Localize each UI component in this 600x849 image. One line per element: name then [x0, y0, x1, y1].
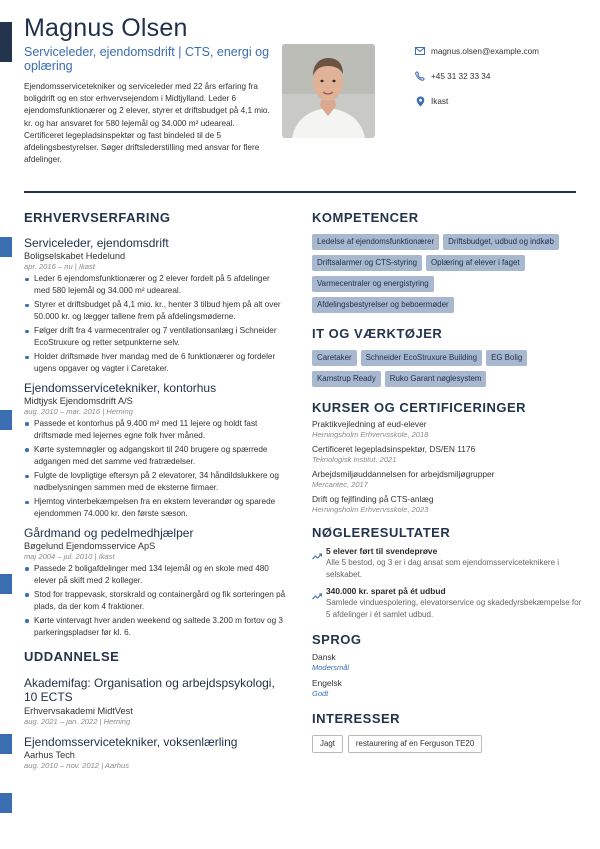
job-bullet: Hjemtog vinterbekæmpelsen fra en ekstern leverandør og sparede ejendommen 74.000 kr. den første sæson. [24, 496, 286, 520]
job-bullet: Passede 2 boligafdelinger med 134 lejemål og en skole med 480 elever på skift med 2 kolleger. [24, 563, 286, 587]
tools-tags [312, 350, 582, 392]
job-bullet: Kørte systemnøgler og adgangskort til 240 brugere og spærrede adgangen med det samme ved fratrædelser. [24, 444, 286, 468]
language-name: Dansk [312, 652, 336, 662]
course-name: Drift og fejlfinding på CTS-anlæg [312, 494, 434, 504]
achievement-item [312, 546, 582, 580]
job-dates-location: aug. 2010 – mar. 2016 | Herning [24, 406, 133, 416]
courses-heading: KURSER OG CERTIFICERINGER [312, 400, 527, 415]
location-pin-icon [413, 96, 427, 107]
phone-text: +45 31 32 33 34 [431, 71, 491, 81]
skill-tag: Afdelingsbestyrelser og beboermøder [312, 297, 454, 313]
mail-icon [413, 47, 427, 55]
education-school: Aarhus Tech [24, 750, 75, 761]
interest-tag: restaurering af en Ferguson TE20 [348, 735, 482, 753]
tool-tag: Caretaker [312, 350, 357, 366]
job-accent-bar [0, 410, 12, 430]
job-bullet: Kørte vintervagt hver anden weekend og saltede 3.200 m fortov og 3 parkeringspladser før kl. 6. [24, 615, 286, 639]
education-entry [24, 676, 286, 726]
profile-photo [282, 44, 375, 138]
skills-tags [312, 234, 582, 318]
courses-list [312, 419, 582, 515]
interests-heading: INTERESSER [312, 711, 401, 726]
achievement-title: 5 elever ført til svendeprøve [326, 546, 438, 556]
job-bullet: Leder 6 ejendomsfunktionærer og 2 elever fordelt på 5 afdelinger med 580 lejemål og 34.000 m² udeareal. [24, 273, 286, 297]
left-column [24, 210, 286, 770]
education-heading: UDDANNELSE [24, 648, 120, 664]
location-text: Ikast [431, 96, 449, 106]
job-company: Boligselskabet Hedelund [24, 251, 126, 261]
course-provider: Herningsholm Erhvervsskole, 2018 [312, 430, 429, 439]
interest-tag: Jagt [312, 735, 343, 753]
job-company: Midtjysk Ejendomsdrift A/S [24, 395, 133, 406]
education-dates-location: aug. 2010 – nov. 2012 | Aarhus [24, 761, 129, 771]
education-accent-bar [0, 734, 12, 754]
education-school: Erhvervsakademi MidtVest [24, 705, 133, 716]
job-bullet: Fulgte de lovpligtige eftersyn på 2 elevatorer, 34 håndildslukkere og nødbelysningen sammen med de eksterne firmaer. [24, 470, 286, 494]
contact-phone[interactable] [413, 69, 593, 83]
tool-tag: Ruko Garant nøglesystem [385, 371, 487, 387]
job-title: Serviceleder, ejendomsdrift [24, 236, 169, 250]
job-bullets [24, 563, 286, 639]
achievement-description: Alle 5 bestod, og 3 er i dag ansat som ejendomsserviceteknikere i selskabet. [326, 558, 560, 579]
skill-tag: Varmecentraler og energistyring [312, 276, 434, 292]
tool-tag: EG Bolig [486, 350, 527, 366]
course-item [312, 494, 582, 515]
course-item [312, 444, 582, 465]
tool-tag: Kamstrup Ready [312, 371, 381, 387]
job-bullet: Følger drift fra 4 varmecentraler og 7 ventilationsanlæg i Schneider EcoStruxure og retter setpunkterne selv. [24, 325, 286, 349]
languages-list [312, 652, 582, 699]
header-divider [24, 191, 576, 193]
achievement-title: 340.000 kr. sparet på ét udbud [326, 586, 446, 596]
experience-heading: ERHVERVSERFARING [24, 210, 171, 225]
candidate-headline: Serviceleder, ejendomsdrift | CTS, energi og oplæring [24, 45, 270, 73]
course-provider: Teknologisk Institut, 2021 [312, 455, 397, 464]
job-bullet: Passede et kontorhus på 9.400 m² med 11 lejere og holdt fast driftsmøde med lejernes egne folk hver måned. [24, 418, 286, 442]
achievement-description: Samlede vinduespolering, elevatorservice og skadedyrsbekæmpelse for 5 afdelinger i ét samlet udbud. [326, 598, 582, 619]
education-title: Ejendomsservicetekniker, voksenlærling [24, 734, 238, 749]
course-name: Arbejdsmiljøuddannelsen for arbejdsmiljøgrupper [312, 469, 495, 479]
skills-heading: KOMPETENCER [312, 210, 419, 225]
achievements-heading: NØGLERESULTATER [312, 525, 451, 540]
contact-location [413, 94, 593, 108]
job-bullets [24, 273, 286, 375]
education-accent-bar [0, 793, 12, 813]
achievement-item [312, 586, 582, 620]
job-bullets [24, 418, 286, 520]
skill-tag: Ledelse af ejendomsfunktionærer [312, 234, 439, 250]
language-item [312, 678, 582, 699]
contact-info [413, 44, 593, 119]
job-accent-bar [0, 237, 12, 257]
header [24, 14, 274, 166]
course-item [312, 469, 582, 490]
trend-up-icon [312, 586, 326, 620]
interests-tags [312, 735, 582, 758]
job-dates-location: maj 2004 – jul. 2010 | Ikast [24, 551, 115, 561]
course-name: Praktikvejledning af eud-elever [312, 419, 427, 429]
languages-heading: SPROG [312, 632, 362, 647]
email-text: magnus.olsen@example.com [431, 46, 539, 56]
profile-summary: Ejendomsservicetekniker og serviceleder med 22 års erfaring fra boligdrift og en stor erhvervsejendom i Midtjylland. Leder 6 ejendomsfunktionærer og 2 elever, styrer et driftsbudget på 4,1 mio. kr. og har ansvaret for 580 lejemål og 34.000 m² udeareal. Certificeret legepladsinspektør og fast bindeled til de 5 afdelingsbestyrelser. Søger driftslederstilling med ansvar for flere afdelinger. [24, 82, 270, 165]
achievements-list [312, 546, 582, 620]
course-name: Certificeret legepladsinspektør, DS/EN 1176 [312, 444, 476, 454]
right-column [312, 210, 582, 758]
course-provider: Mercantec, 2017 [312, 480, 368, 489]
job-dates-location: apr. 2016 – nu | Ikast [24, 262, 95, 271]
job-bullet: Holder driftsmøde hver mandag med de 6 funktionærer og fordeler ugens opgaver og vagter i Caretaker. [24, 351, 286, 375]
header-accent-bar [0, 22, 12, 62]
course-provider: Herningsholm Erhvervsskole, 2023 [312, 505, 429, 514]
job-title: Ejendomsservicetekniker, kontorhus [24, 380, 217, 395]
job-bullet: Styrer et driftsbudget på 4,1 mio. kr., henter 3 tilbud hjem på alt over 50.000 kr. og lægger tallene frem på afdelingsmøderne. [24, 299, 286, 323]
tools-heading: IT OG VÆRKTØJER [312, 326, 443, 341]
job-title: Gårdmand og pedelmedhjælper [24, 525, 194, 540]
skill-tag: Driftsbudget, udbud og indkøb [443, 234, 559, 250]
education-title: Akademifag: Organisation og arbejdspsykologi, 10 ECTS [24, 675, 275, 705]
job-accent-bar [0, 574, 12, 594]
language-level: Modersmål [312, 663, 350, 672]
job-entry [24, 381, 286, 520]
language-item [312, 652, 582, 673]
phone-icon [413, 71, 427, 81]
trend-up-icon [312, 546, 326, 580]
language-level: Godt [312, 689, 329, 698]
candidate-name: Magnus Olsen [24, 14, 188, 42]
contact-email[interactable] [413, 44, 593, 58]
job-entry [24, 236, 286, 375]
course-item [312, 419, 582, 440]
skill-tag: Driftsalarmer og CTS-styring [312, 255, 422, 271]
job-company: Bøgelund Ejendomsservice ApS [24, 540, 156, 551]
education-dates-location: aug. 2021 – jan. 2022 | Herning [24, 716, 131, 726]
skill-tag: Oplæring af elever i faget [426, 255, 525, 271]
tool-tag: Schneider EcoStruxure Building [361, 350, 482, 366]
language-name: Engelsk [312, 678, 342, 688]
job-entry [24, 526, 286, 639]
job-bullet: Stod for trappevask, storskrald og containergård og fik sorteringen på plads, da der kom 4 fraktioner. [24, 589, 286, 613]
education-entry [24, 735, 286, 771]
